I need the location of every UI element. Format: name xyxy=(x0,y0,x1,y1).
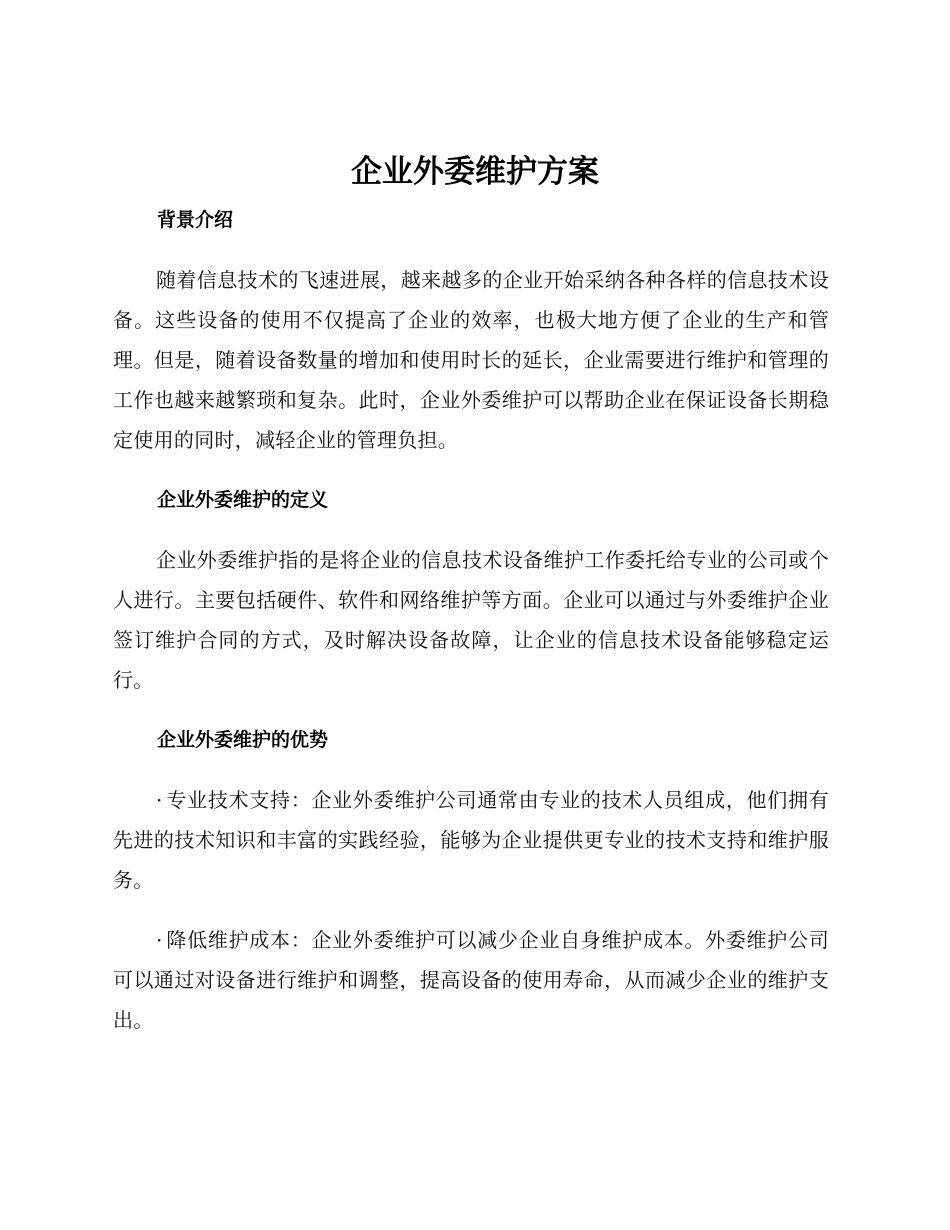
document-title: 企业外委维护方案 xyxy=(351,154,599,190)
document-body xyxy=(113,200,829,1040)
advantage-bullet-text: 降低维护成本：企业外委维护可以减少企业自身维护成本。外委维护公司可以通过对设备进行维护和调整，提高设备的使用寿命，从而减少企业的维护支出。 xyxy=(113,928,829,1032)
bullet-marker: · xyxy=(156,788,163,812)
section-paragraph-definition: 企业外委维护指的是将企业的信息技术设备维护工作委托给专业的公司或个人进行。主要包括硬件、软件和网络维护等方面。企业可以通过与外委维护企业签订维护合同的方式，及时解决设备故障，让企业的信息技术设备能够稳定运行。 xyxy=(113,548,829,692)
advantage-bullet-item xyxy=(113,920,829,1040)
section-heading-advantages: 企业外委维护的优势 xyxy=(157,729,329,751)
section-paragraph-background: 随着信息技术的飞速进展，越来越多的企业开始采纳各种各样的信息技术设备。这些设备的使用不仅提高了企业的效率，也极大地方便了企业的生产和管理。但是，随着设备数量的增加和使用时长的延长，企业需要进行维护和管理的工作也越来越繁琐和复杂。此时，企业外委维护可以帮助企业在保证设备长期稳定使用的同时，减轻企业的管理负担。 xyxy=(113,268,829,452)
advantage-bullet-item xyxy=(113,780,829,900)
section-heading-definition: 企业外委维护的定义 xyxy=(157,489,329,511)
bullet-marker: · xyxy=(156,928,163,952)
section-heading-background: 背景介绍 xyxy=(157,209,234,231)
advantage-bullet-text: 专业技术支持：企业外委维护公司通常由专业的技术人员组成，他们拥有先进的技术知识和丰富的实践经验，能够为企业提供更专业的技术支持和维护服务。 xyxy=(113,788,829,892)
